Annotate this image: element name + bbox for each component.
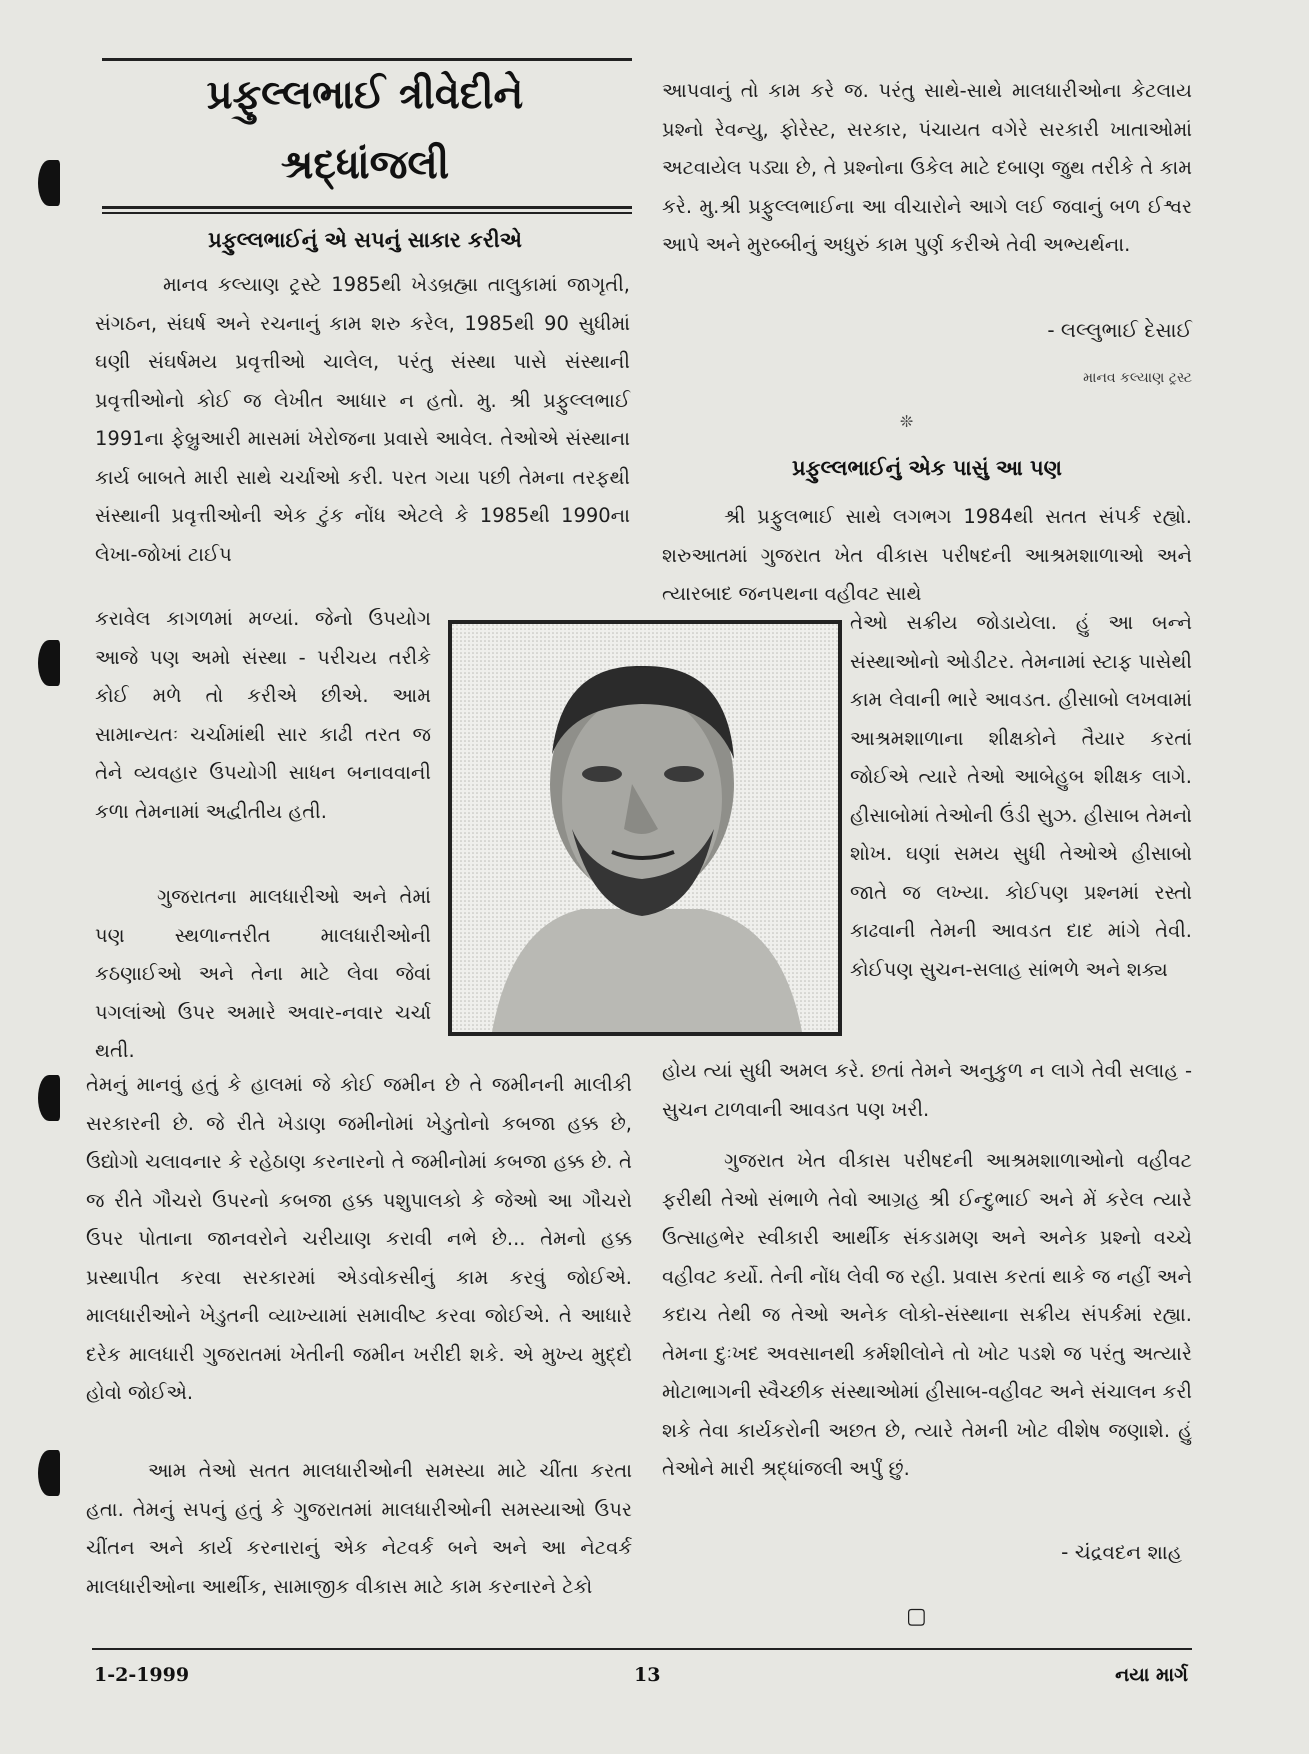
punch-hole — [38, 160, 60, 206]
left-paragraph-4: આમ તેઓ સતત માલધારીઓની સમસ્યા માટે ચીંતા કરતા હતા. તેમનું સપનું હતું કે ગુજરાતમાં માલધારીઓની સમસ્યાઓ ઉપર ચીંતન અને કાર્ય કરનારાનું એક નેટવર્ક બને અને આ નેટવર્ક માલધારીઓના આર્થીક, સામાજીક વીકાસ માટે કામ કરનારને ટેકો — [86, 1459, 632, 1598]
right-paragraph-2-wrap: તેઓ સક્રીય જોડાયેલા. હું આ બન્ને સંસ્થાઓનો ઓડીટર. તેમનામાં સ્ટાફ પાસેથી કામ લેવાની ભારે આવડત. હીસાબો લખવામાં આશ્રમશાળાના શીક્ષકોને તૈયાર કરતાં જોઈએ ત્યારે તેઓ આબેહુબ શીક્ષક લાગે. હીસાબોમાં તેઓની ઉંડી સુઝ. હીસાબ તેમનો શોખ. ઘણાં સમય સુધી તેઓએ હીસાબો જાતે જ લખ્યા. કોઈપણ પ્રશ્નમાં રસ્તો કાઢવાની તેમની આવડત દાદ માંગે તેવી. કોઈપણ સુચન-સલાહ સાંભળે અને શક્ય — [850, 611, 1192, 981]
signature-chandravadan: - ચંદ્રવદન શાહ — [1061, 1540, 1182, 1564]
signature-lallubhai: - લલ્લુભાઈ દેસાઈ — [1047, 318, 1192, 342]
page-number: 13 — [634, 1664, 661, 1686]
right-paragraph-2: શ્રી પ્રફુલભાઈ સાથે લગભગ 1984થી સતત સંપર્ક રહ્યો. શરુઆતમાં ગુજરાત ખેત વીકાસ પરીષદની આશ્રમશાળાઓ અને ત્યારબાદ જનપથના વહીવટ સાથે — [662, 505, 1192, 605]
left-paragraph-1-wrap: કરાવેલ કાગળમાં મળ્યાં. જેનો ઉપયોગ આજે પણ અમો સંસ્થા - પરીચય તરીકે કોઈ મળે તો કરીએ છીએ. આમ સામાન્યતઃ ચર્ચામાંથી સાર કાઢી તરત જ તેને વ્યવહાર ઉપયોગી સાધન બનાવવાની કળા તેમનામાં અદ્વીતીય હતી. — [95, 607, 431, 823]
magazine-name: નયા માર્ગ — [1115, 1664, 1188, 1686]
article-title-line1: પ્રફુલ્લભાઈ ત્રીવેદીને — [206, 72, 524, 118]
top-rule — [102, 58, 632, 61]
footer-date: 1-2-1999 — [94, 1664, 190, 1686]
title-rule-thin — [102, 212, 632, 214]
left-paragraph-2: ગુજરાતના માલધારીઓ અને તેમાં પણ સ્થળાન્તરીત માલધારીઓની કઠણાઈઓ અને તેના માટે લેવા જેવાં પગલાંઓ ઉપર અમારે અવાર-નવાર ચર્ચા થતી. — [95, 885, 431, 1062]
title-rule — [102, 206, 632, 209]
footer-rule — [92, 1648, 1192, 1650]
signature-org: માનવ કલ્યાણ ટ્રસ્ટ — [1083, 370, 1192, 386]
punch-hole — [38, 640, 60, 686]
left-paragraph-3: તેમનું માનવું હતું કે હાલમાં જે કોઈ જમીન છે તે જમીનની માલીકી સરકારની છે. જે રીતે ખેડાણ જમીનોમાં ખેડુતોનો કબજા હક્ક છે, ઉદ્યોગો ચલાવનાર કે રહેઠાણ કરનારનો તે જમીનોમાં કબજા હક્ક છે. તે જ રીતે ગૌચરો ઉપરનો કબજા હક્ક પશુપાલકો કે જેઓ આ ગૌચરો ઉપર પોતાના જાનવરોને ચરીયાણ કરાવી નભે છે... તેમનો હક્ક પ્રસ્થાપીત કરવા સરકારમાં એડવોકસીનું કામ કરવું જોઈએ. માલધારીઓને ખેડુતની વ્યાખ્યામાં સમાવીષ્ટ કરવા જોઈએ. તે આધારે દરેક માલધારી ગુજરાતમાં ખેતીની જમીન ખરીદી શકે. એ મુખ્ય મુદ્દો હોવો જોઈએ. — [86, 1073, 632, 1404]
punch-hole — [38, 1075, 60, 1121]
portrait-photo — [448, 620, 842, 1036]
right-paragraph-3: ગુજરાત ખેત વીકાસ પરીષદની આશ્રમશાળાઓનો વહીવટ ફરીથી તેઓ સંભાળે તેવો આગ્રહ શ્રી ઈન્દુભાઈ અને મેં કરેલ ત્યારે ઉત્સાહભેર સ્વીકારી આર્થીક સંકડામણ અને અનેક પ્રશ્નો વચ્ચે વહીવટ કર્યો. તેની નોંધ લેવી જ રહી. પ્રવાસ કરતાં થાકે જ નહીં અને કદાચ તેથી જ તેઓ અનેક લોકો-સંસ્થાના સક્રીય સંપર્કમાં રહ્યા. તેમના દુઃખદ અવસાનથી કર્મશીલોને તો ખોટ પડશે જ પરંતુ અત્યારે મોટાભાગની સ્વૈચ્છીક સંસ્થાઓમાં હીસાબ-વહીવટ અને સંચાલન કરી શકે તેવા કાર્યકરોની અછત છે, ત્યારે તેમની ખોટ વીશેષ જણાશે. હું તેઓને મારી શ્રદ્ધાંજલી અર્પું છું. — [662, 1149, 1192, 1480]
right-paragraph-1: આપવાનું તો કામ કરે જ. પરંતુ સાથે-સાથે માલધારીઓના કેટલાય પ્રશ્નો રેવન્યુ, ફોરેસ્ટ, સરકાર, પંચાયત વગેરે સરકારી ખાતાઓમાં અટવાયેલ પડ્યા છે, તે પ્રશ્નોના ઉકેલ માટે દબાણ જુથ તરીકે તે કામ કરે. મુ.શ્રી પ્રફુલ્લભાઈના આ વીચારોને આગે લઈ જવાનું બળ ઈશ્વર આપે અને મુરબ્બીનું અધુરું કામ પુર્ણ કરીએ તેવી અભ્યર્થના. — [662, 79, 1192, 256]
punch-hole — [38, 1450, 60, 1496]
section-separator: ❊ — [900, 412, 914, 431]
article-title-line2: શ્રદ્ધાંજલી — [280, 142, 450, 188]
left-paragraph-1: માનવ કલ્યાણ ટ્રસ્ટે 1985થી ખેડબ્રહ્મા તાલુકામાં જાગૃતી, સંગઠન, સંઘર્ષ અને રચનાનું કામ શરુ કરેલ, 1985થી 90 સુધીમાં ઘણી સંઘર્ષમય પ્રવૃત્તીઓ ચાલેલ, પરંતુ સંસ્થા પાસે સંસ્થાની પ્રવૃત્તીઓનો કોઈ જ લેખીત આધાર ન હતો. મુ. શ્રી પ્રફુલ્લભાઈ 1991ના ફેબ્રુઆરી માસમાં ખેરોજના પ્રવાસે આવેલ. તેઓએ સંસ્થાના કાર્ય બાબતે મારી સાથે ચર્ચાઓ કરી. પરત ગયા પછી તેમના તરફથી સંસ્થાની પ્રવૃત્તીઓની એક ટુંક નોંધ એટલે કે 1985થી 1990ના લેખા-જોખાં ટાઈપ — [95, 273, 630, 566]
end-mark: ▢ — [906, 1604, 927, 1629]
left-subheading: પ્રફુલ્લભાઈનું એ સપનું સાકાર કરીએ — [208, 228, 522, 252]
right-paragraph-2-end: હોય ત્યાં સુધી અમલ કરે. છતાં તેમને અનુકુળ ન લાગે તેવી સલાહ - સુચન ટાળવાની આવડત પણ ખરી. — [662, 1059, 1192, 1121]
right-subheading: પ્રફુલ્લભાઈનું એક પાસું આ પણ — [792, 456, 1062, 480]
